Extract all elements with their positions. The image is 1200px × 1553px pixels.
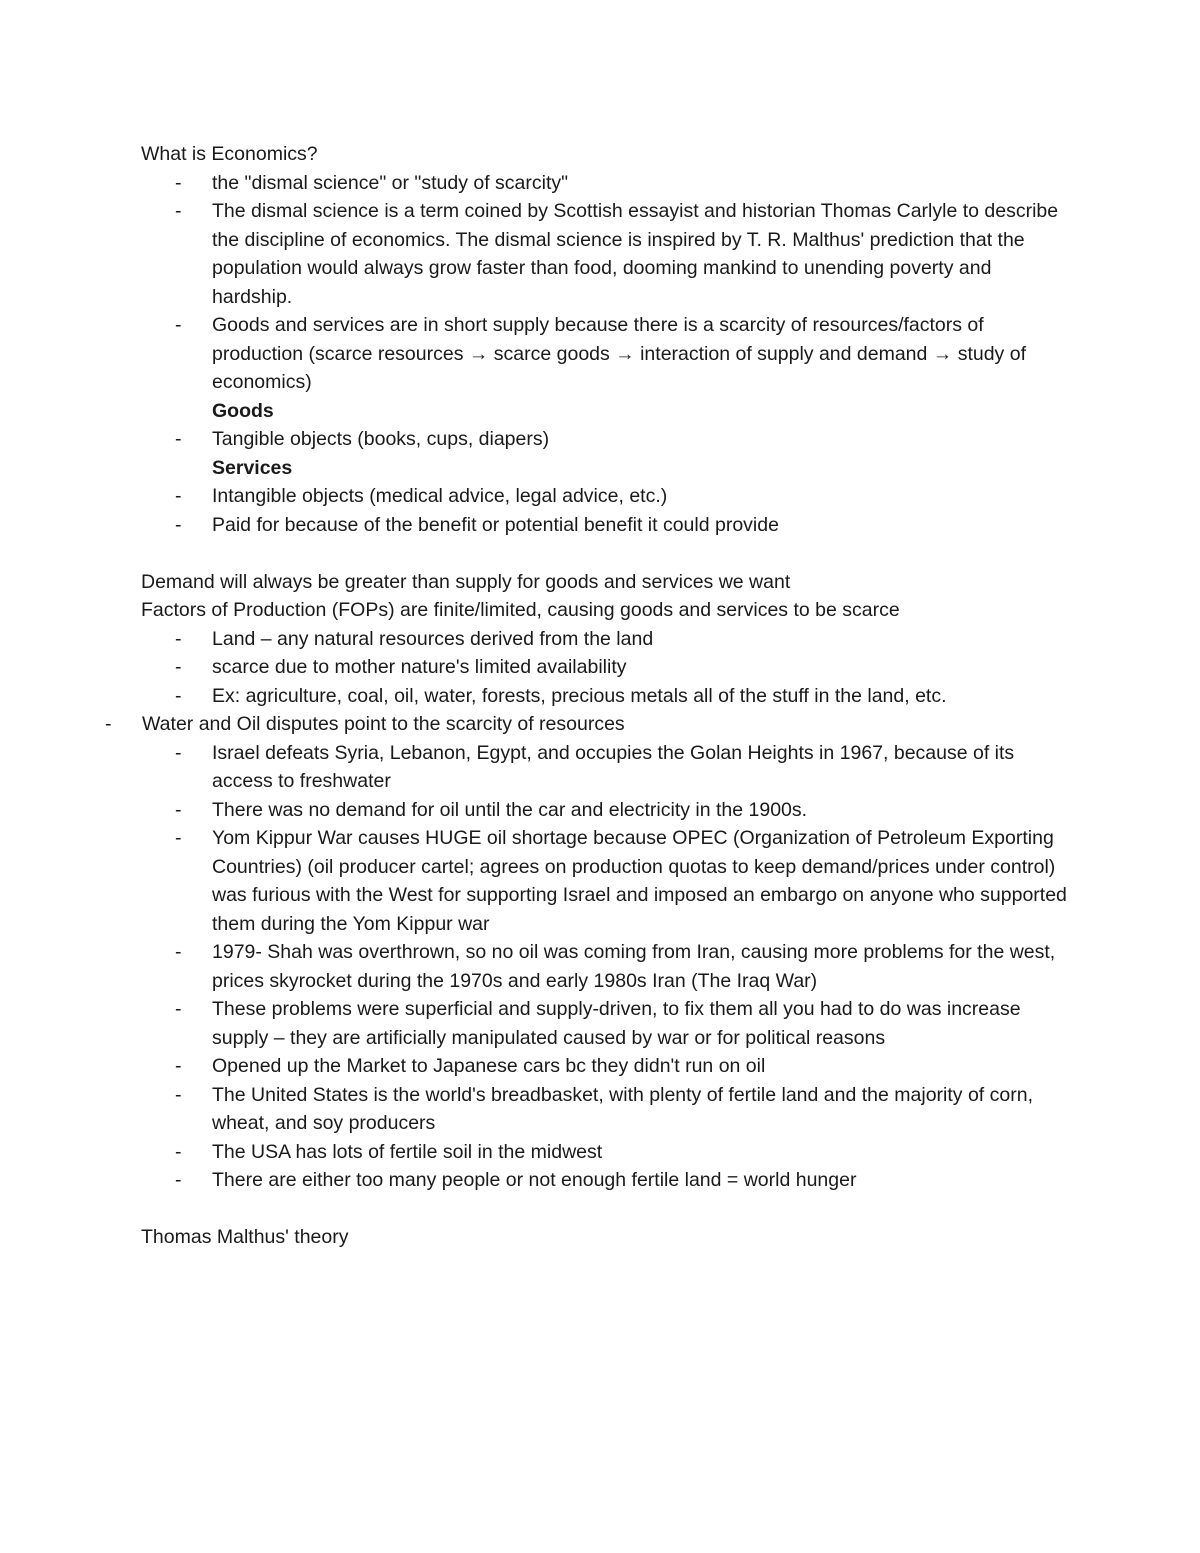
- document-page: [141, 140, 1071, 1252]
- list-item: - Water and Oil disputes point to the scarcity of resources: [71, 710, 1071, 739]
- list-item: - Ex: agriculture, coal, oil, water, forests, precious metals all of the stuff in the land, etc. - Water and Oil disputes point to the scarcity of resources: [141, 682, 1071, 739]
- list-item: - Opened up the Market to Japanese cars bc they didn't run on oil: [141, 1052, 1071, 1081]
- fop-bullets: [141, 625, 1071, 1195]
- list-item: - The dismal science is a term coined by Scottish essayist and historian Thomas Carlyle to describe the discipline of economics. The dismal science is inspired by T. R. Malthus' prediction that the population would always grow faster than food, dooming mankind to unending poverty and hardship.: [141, 197, 1071, 311]
- list-item: - These problems were superficial and supply-driven, to fix them all you had to do was increase supply – they are artificially manipulated caused by war or for political reasons: [141, 995, 1071, 1052]
- land-list: [141, 653, 1071, 1081]
- list-item: - There was no demand for oil until the car and electricity in the 1900s.: [141, 796, 1071, 825]
- list-item-land: - Land – any natural resources derived from the land - scarce due to mother nature's limited availability - Ex: agriculture, coal, oil, water, forests, precious metals all of the stuff in the land, etc. - Water and Oil disputes point to the scarcity of resources - Israel defeats Syria, Lebanon, Egypt, and occupies the Golan Heights in 1967, because of its access to freshwater - There was no demand for oil until the car and electricity in the 1900s. - Yom Kippur War causes HUGE oil shortage because OPEC (Organization of Petroleum Exporting Countries) (oil producer cartel; agrees on production quotas to keep demand/prices under control) was furious with the West for supporting Israel and imposed an embargo on anyone who supported them during the Yom Kippur war - 1979- Shah was overthrown, so no oil was coming from Iran, causing more problems for the west, prices skyrocket during the 1970s and early 1980s Iran (The Iraq War) - These problems were superficial and supply-driven, to fix them all you had to do was increase supply – they are artificially manipulated caused by war or for political reasons - Opened up the Market to Japanese cars bc they didn't run on oil: [141, 625, 1071, 1081]
- list-item: - The United States is the world's breadbasket, with plenty of fertile land and the majority of corn, wheat, and soy producers: [141, 1081, 1071, 1138]
- spacer: [141, 539, 1071, 568]
- list-item: - the "dismal science" or "study of scarcity": [141, 169, 1071, 198]
- list-item: - Intangible objects (medical advice, legal advice, etc.): [141, 482, 1071, 511]
- list-item: - Tangible objects (books, cups, diapers): [141, 425, 1071, 454]
- services-list: [141, 482, 1071, 539]
- services-heading: Services: [212, 456, 293, 479]
- list-item: - Yom Kippur War causes HUGE oil shortage because OPEC (Organization of Petroleum Exporting Countries) (oil producer cartel; agrees on production quotas to keep demand/prices under control) was furious with the West for supporting Israel and imposed an embargo on anyone who supported them during the Yom Kippur war: [141, 824, 1071, 938]
- list-item: - There are either too many people or not enough fertile land = world hunger: [141, 1166, 1071, 1195]
- land-sub-list: [71, 710, 1071, 739]
- spacer: [141, 1195, 1071, 1224]
- heading-malthus-theory: Thomas Malthus' theory: [141, 1226, 349, 1248]
- economics-bullets: [141, 169, 1071, 540]
- goods-list: [141, 425, 1071, 454]
- fop-statement: Factors of Production (FOPs) are finite/limited, causing goods and services to be scarce: [141, 599, 900, 621]
- heading-what-is-economics: What is Economics?: [141, 143, 318, 165]
- list-item: - 1979- Shah was overthrown, so no oil was coming from Iran, causing more problems for the west, prices skyrocket during the 1970s and early 1980s Iran (The Iraq War): [141, 938, 1071, 995]
- list-item: - scarce due to mother nature's limited availability: [141, 653, 1071, 682]
- list-item: - Israel defeats Syria, Lebanon, Egypt, and occupies the Golan Heights in 1967, because of its access to freshwater: [141, 739, 1071, 796]
- list-item: - The USA has lots of fertile soil in the midwest: [141, 1138, 1071, 1167]
- demand-statement: Demand will always be greater than supply for goods and services we want: [141, 570, 791, 593]
- list-item: - Goods and services are in short supply because there is a scarcity of resources/factors of production (scarce resources → scarce goods → interaction of supply and demand → study of economics) Goods - Tangible objects (books, cups, diapers) Services - Intangible objects (medical advice, legal advice, etc.) - Paid for because of the benefit or potential benefit it could provide: [141, 311, 1071, 539]
- goods-heading: Goods: [212, 399, 274, 422]
- list-item: - Paid for because of the benefit or potential benefit it could provide: [141, 511, 1071, 540]
